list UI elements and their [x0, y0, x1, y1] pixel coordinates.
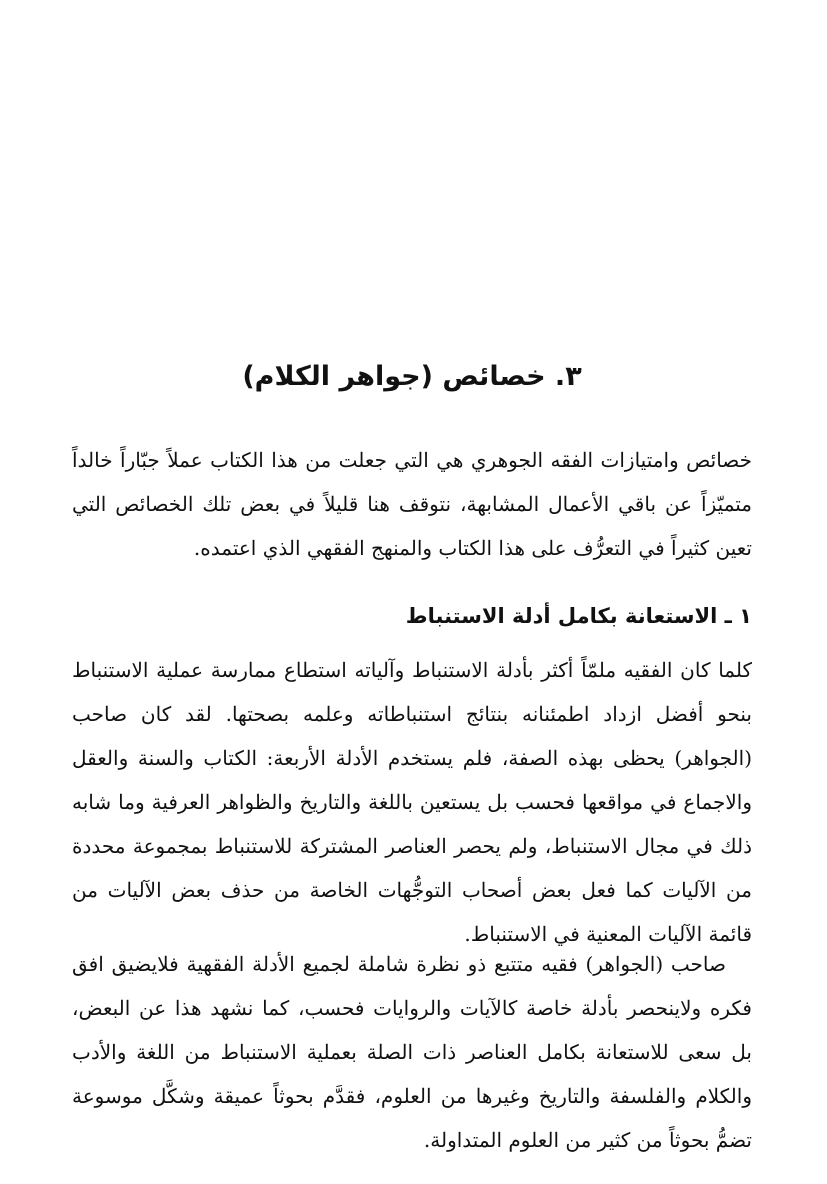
body-paragraph: صاحب (الجواهر) فقيه متتبع ذو نظرة شاملة لجميع الأدلة الفقهية فلايضيق افق فكره ولاينحصر بأدلة خاصة كالآيات والروايات فحسب، كما نشهد هذا عن البعض، بل سعى للاستعانة بكامل العناصر ذات الصلة بعملية الاستنباط من اللغة والأدب والكلام والفلسفة والتاريخ وغيرها من العلوم، فقدَّم بحوثاً عميقة وشكَّل موسوعة تضمُّ بحوثاً من كثير من العلوم المتداولة. [72, 952, 752, 1152]
document-page [72, 0, 752, 1184]
body-paragraph: كلما كان الفقيه ملمّاً أكثر بأدلة الاستنباط وآلياته استطاع ممارسة عملية الاستنباط بنحو أفضل ازداد اطمئنانه بنتائج استنباطاته وعلمه بصحتها. لقد كان صاحب (الجواهر) يحظى بهذه الصفة، فلم يستخدم الأدلة الأربعة: الكتاب والسنة والعقل والاجماع في مواقعها فحسب بل يستعين باللغة والتاريخ والظواهر العرفية وما شابه ذلك في مجال الاستنباط، ولم يحصر العناصر المشتركة للاستنباط بمجموعة محددة من الآليات كما فعل بعض أصحاب التوجُّهات الخاصة من حذف بعض الآليات من قائمة الآليات المعنية في الاستنباط. [72, 658, 752, 946]
section-title: ٣. خصائص (جواهر الكلام) [242, 361, 582, 392]
intro-paragraph: خصائص وامتيازات الفقه الجوهري هي التي جعلت من هذا الكتاب عملاً جبّاراً خالداً متميّزاً عن باقي الأعمال المشابهة، نتوقف هنا قليلاً في بعض تلك الخصائص التي تعين كثيراً في التعرُّف على هذا الكتاب والمنهج الفقهي الذي اعتمده. [72, 448, 752, 560]
subsection-heading: ١ ـ الاستعانة بكامل أدلة الاستنباط [405, 604, 752, 628]
